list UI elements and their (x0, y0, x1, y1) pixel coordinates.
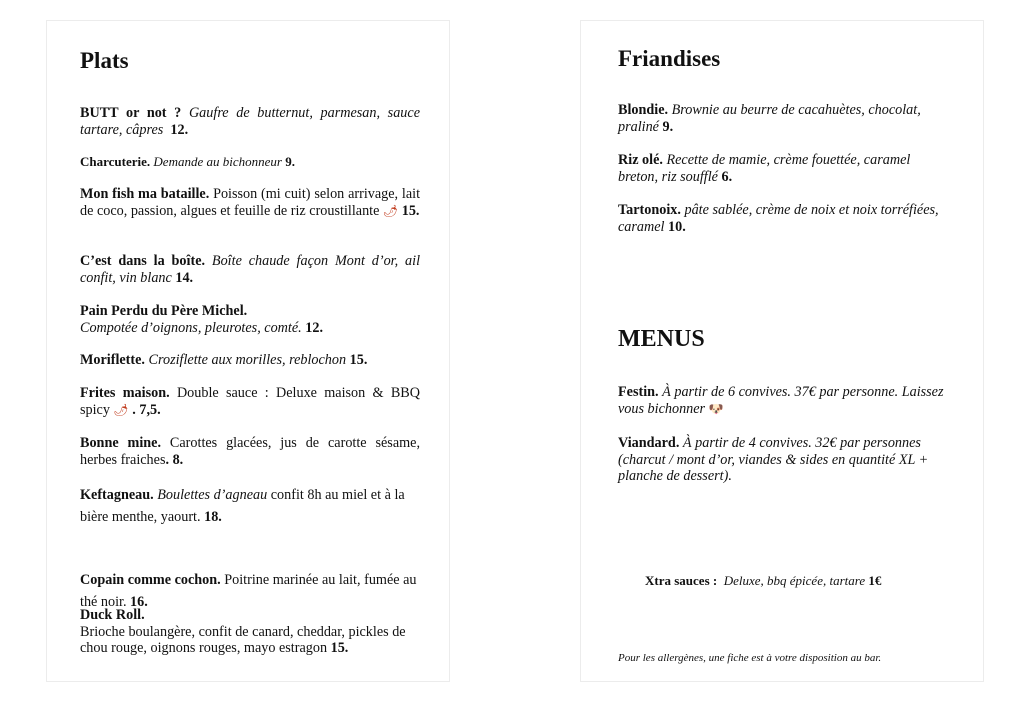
dish-desc: Brioche boulangère, confit de canard, cheddar, pickles de chou rouge, oignons rouges, mayo estragon (80, 623, 406, 656)
page-left (46, 20, 450, 682)
dish-desc: Poisson (mi cuit) selon arrivage, lait de coco, passion, algues et feuille de riz croustillante (80, 186, 421, 219)
menu-festin (618, 384, 958, 417)
dish-price: 15. (330, 640, 349, 656)
dish-price: . 7,5. (132, 401, 161, 418)
dish-desc: Demande au bichonneur (153, 154, 282, 169)
dish-charcuterie (80, 154, 420, 171)
dish-name: Copain comme cochon. (80, 572, 221, 588)
menus-heading: MENUS (618, 326, 705, 352)
dish-desc: Double sauce : Deluxe maison & BBQ spicy (80, 385, 421, 418)
dish-name: Keftagneau. (80, 487, 154, 503)
dessert-blondie (618, 102, 948, 135)
dish-pain-perdu (80, 303, 420, 336)
dish-name: Moriflette. (80, 352, 145, 368)
dish-name: BUTT or not ? (80, 105, 182, 121)
dish-price: 18. (204, 509, 222, 525)
dessert-name: Blondie. (618, 102, 669, 118)
dish-name: Mon fish ma bataille. (80, 186, 210, 202)
menu-desc: À partir de 4 convives. 32€ par personnes (charcut / mont d’or, viandes & sides en quantité XL + planche de dessert). (618, 435, 929, 484)
dessert-desc: Recette de mamie, crème fouettée, caramel breton, riz soufflé (618, 152, 911, 185)
dish-desc: Croziflette aux morilles, reblochon (148, 352, 347, 368)
extra-desc: Deluxe, bbq épicée, tartare (723, 573, 866, 588)
dish-name: Duck Roll. (80, 607, 145, 623)
dish-desc: Carottes glacées, jus de carotte sésame, herbes fraiches (80, 435, 420, 468)
dessert-desc: Brownie au beurre de cacahuètes, chocolat, praliné (618, 102, 921, 135)
dish-price: 9. (285, 154, 295, 169)
chili-pepper-icon: 🌶 (113, 402, 129, 417)
dish-price: 14. (175, 269, 194, 286)
dish-desc: Gaufre de butternut, parmesan, sauce tartare, câpres (80, 105, 420, 138)
dessert-name: Tartonoix. (618, 202, 681, 218)
menu-desc: À partir de 6 convives. 37€ par personne. Laissez vous bichonner (618, 384, 944, 417)
dish-butt-or-not (80, 105, 420, 138)
dish-name: C’est dans la boîte. (80, 253, 206, 269)
plats-heading: Plats (80, 48, 129, 73)
extra-price: 1€ (868, 573, 882, 588)
dish-duck-roll (80, 607, 420, 657)
dessert-price: 9. (662, 118, 674, 135)
dish-price: . 8. (165, 451, 184, 468)
dish-name: Pain Perdu du Père Michel. (80, 303, 248, 319)
dessert-price: 10. (668, 218, 686, 235)
dish-desc: Compotée d’oignons, pleurotes, comté. (80, 319, 302, 336)
dish-mon-fish (80, 186, 420, 219)
dessert-name: Riz olé. (618, 152, 663, 168)
page-right (580, 20, 984, 682)
dog-face-icon: 🐶 (708, 401, 724, 416)
dish-desc: Boîte chaude façon Mont d’or, ail confit, vin blanc (80, 253, 421, 286)
dessert-price: 6. (721, 168, 733, 185)
extra-label: Xtra sauces : (645, 573, 718, 588)
dish-moriflette (80, 352, 420, 369)
dessert-riz-ole (618, 152, 948, 185)
dish-price: 12. (305, 319, 323, 336)
extra-sauces (645, 573, 945, 590)
menu-name: Viandard. (618, 435, 680, 451)
dish-desc: confit 8h au miel et à la bière menthe, yaourt. (80, 487, 405, 525)
dish-name: Charcuterie. (80, 154, 151, 169)
friandises-heading: Friandises (618, 46, 721, 71)
dish-desc: Poitrine marinée au lait, fumée au thé noir. (80, 572, 417, 610)
dish-price: 12. (170, 121, 189, 138)
dish-price: 16. (130, 594, 148, 610)
allergen-note: Pour les allergènes, une fiche est à votre disposition au bar. (618, 652, 882, 664)
dish-desc-italic: Boulettes d’agneau (157, 487, 268, 503)
dessert-desc: pâte sablée, crème de noix et noix torréfiées, caramel (618, 202, 939, 235)
dish-keftagneau (80, 484, 420, 528)
dessert-tartonoix (618, 202, 948, 235)
chili-pepper-icon: 🌶 (382, 203, 399, 218)
dish-price: 15. (401, 202, 420, 219)
dish-cest-dans-la-boite (80, 253, 420, 286)
dish-price: 15. (349, 352, 368, 368)
dish-bonne-mine (80, 435, 420, 468)
dish-name: Frites maison. (80, 385, 170, 401)
menu-viandard (618, 435, 948, 485)
menu-name: Festin. (618, 384, 659, 400)
dish-frites-maison (80, 385, 420, 418)
dish-name: Bonne mine. (80, 435, 162, 451)
